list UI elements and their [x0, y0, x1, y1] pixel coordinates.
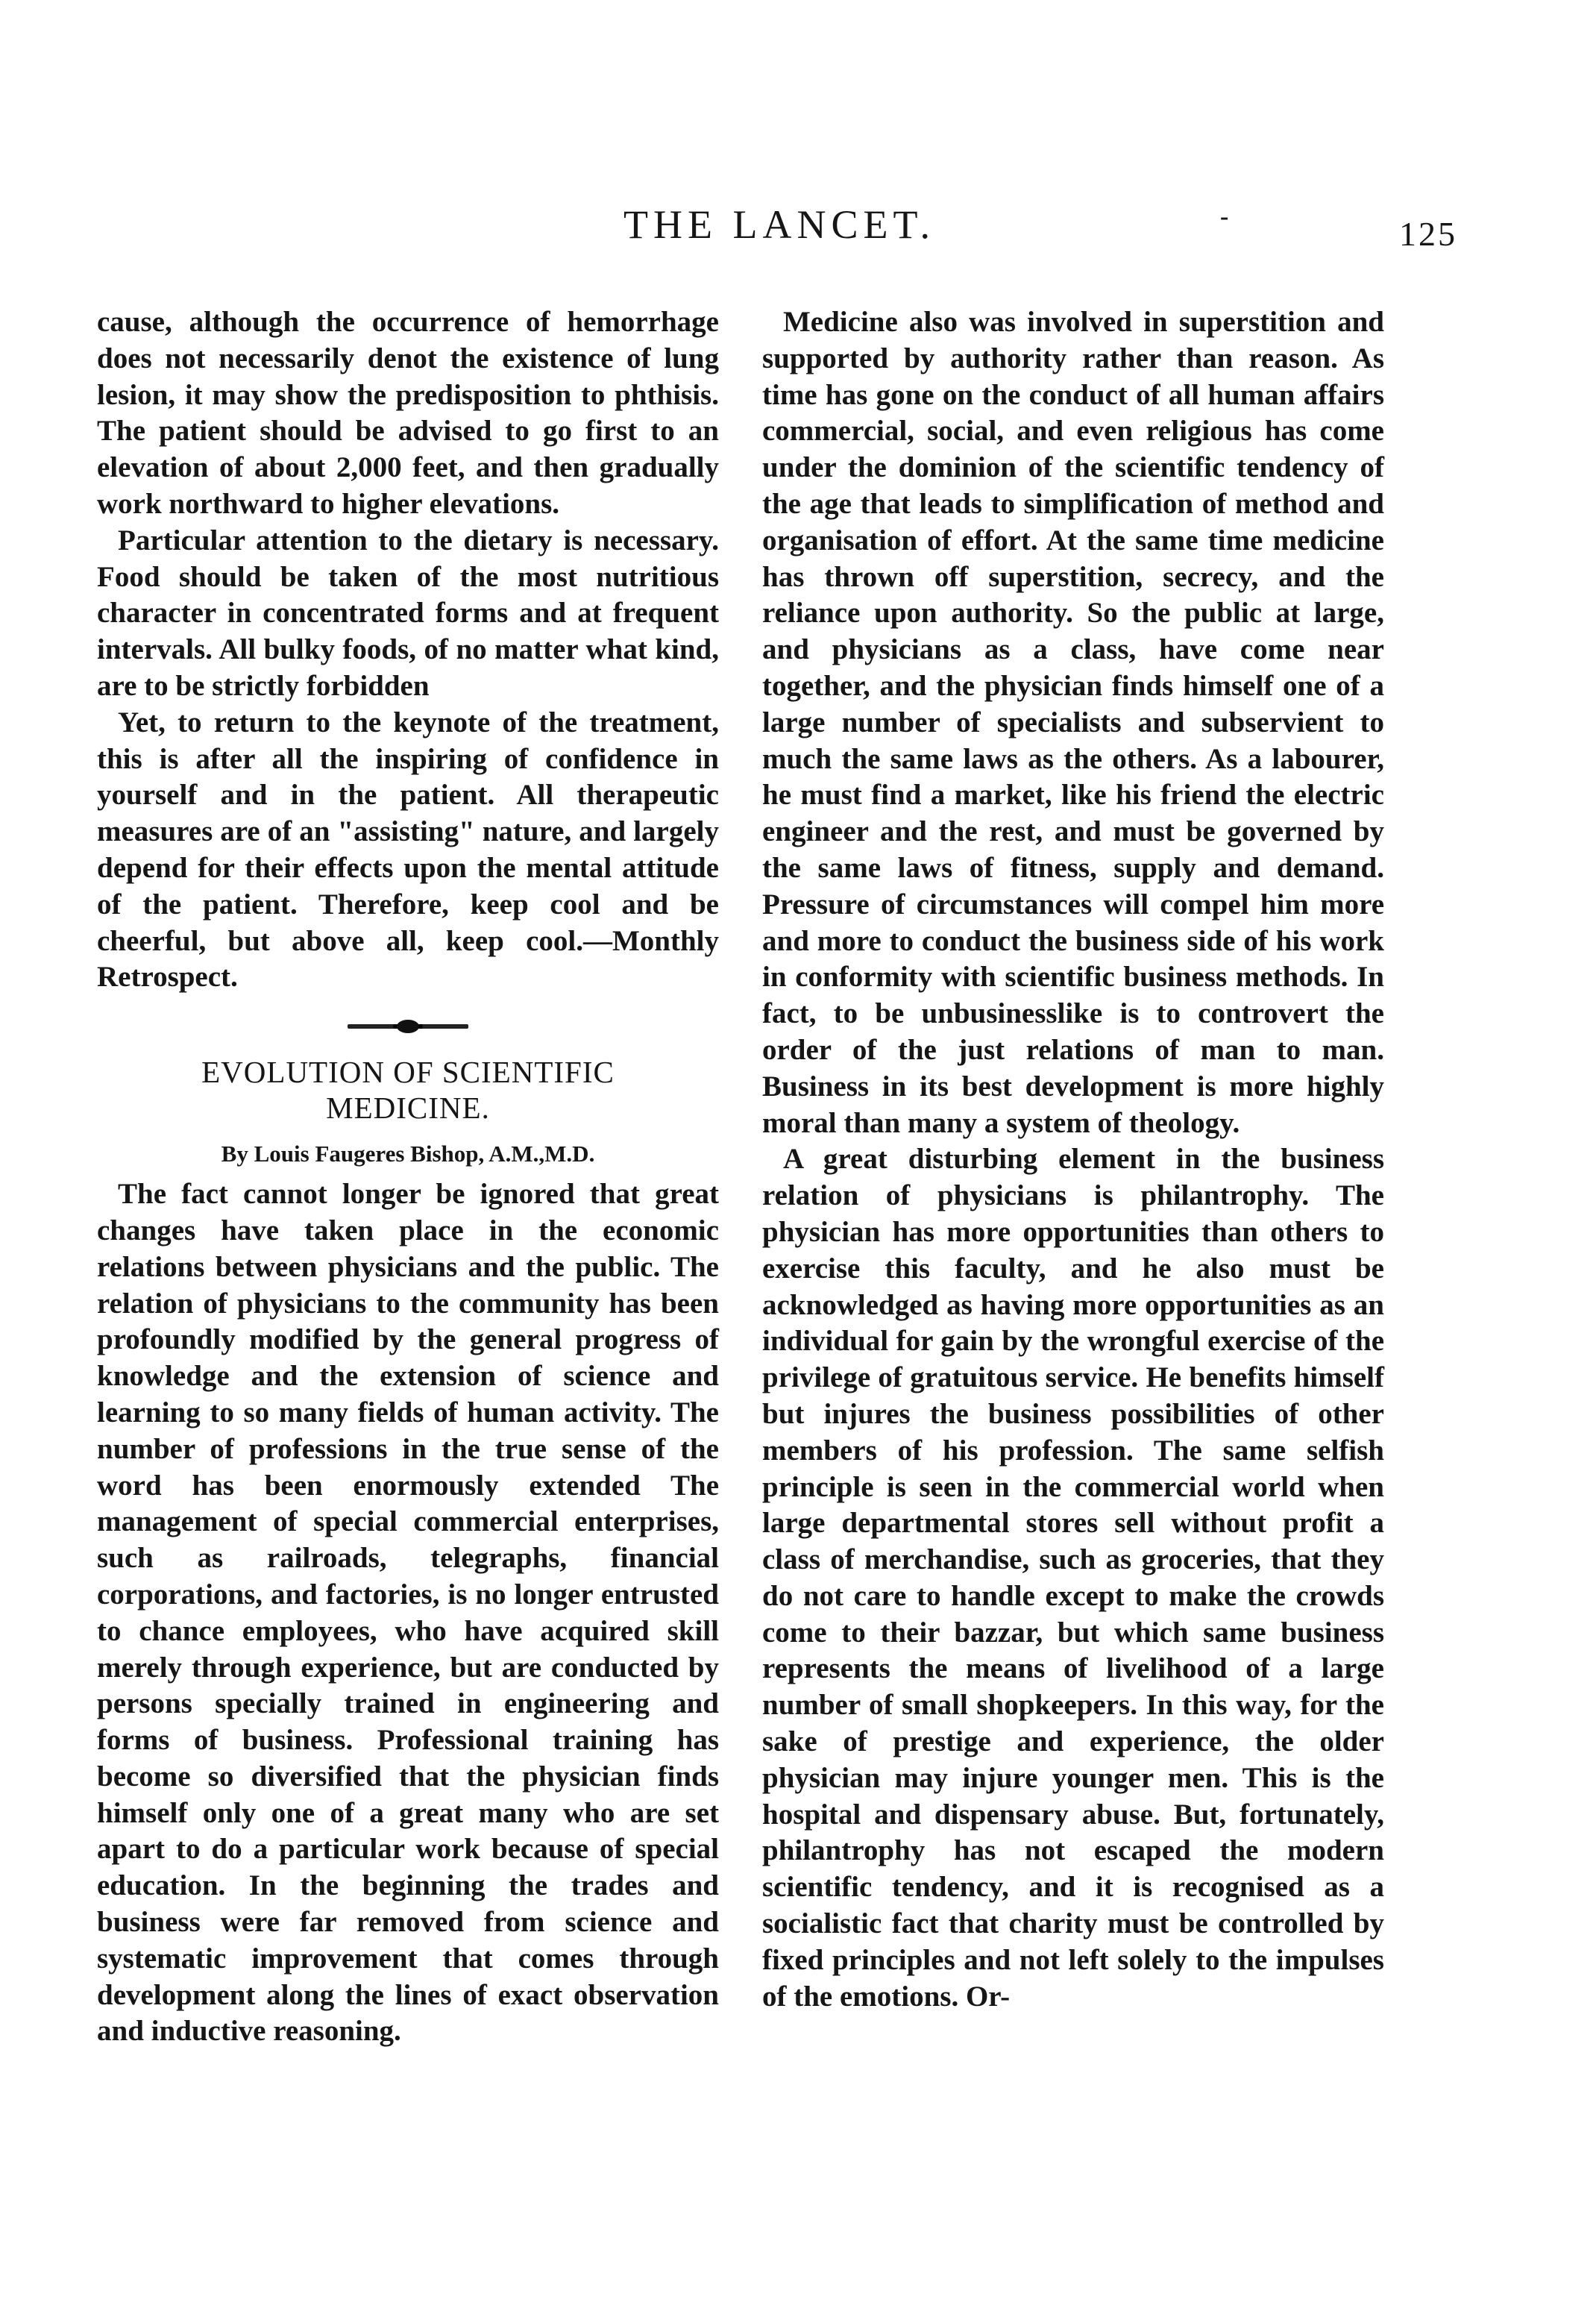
- article-paragraph-1: The fact cannot longer be ignored that great changes have taken place in the economic relations between physicians and the public. The relation of physicians to the community has been profoundly modified by the general progress of knowledge and the extension of science and learning to so many fields of human activity. The number of professions in the true sense of the word has been enormously extended The management of special commercial enterprises, such as railroads, telegraphs, financial corporations, and factories, is no longer entrusted to chance employees, who have acquired skill merely through experience, but are conducted by persons specially trained in engineering and forms of business. Professional training has become so diversified that the physician finds himself only one of a great many who are set apart to do a particular work because of special education. In the beginning the trades and business were far removed from science and systematic improvement that comes through development along the lines of exact observation and inductive reasoning.: [97, 1178, 719, 2048]
- section-divider: [348, 1024, 468, 1029]
- article-title-line-1: EVOLUTION OF SCIENTIFIC: [201, 1055, 615, 1090]
- left-column: [97, 304, 719, 2050]
- right-column: [762, 304, 1384, 2015]
- header-mark: ‑: [1220, 203, 1229, 231]
- left-paragraph-1: cause, although the occurrence of hemorrhage does not necessarily denot the existence of lung lesion, it may show the predisposition to phthisis. The patient should be advised to go first to an elevation of about 2,000 feet, and then gradually work northward to higher elevations.: [97, 306, 719, 520]
- article-title: [97, 1054, 719, 1126]
- article-title-line-2: MEDICINE.: [326, 1091, 490, 1126]
- article-byline: By Louis Faugeres Bishop, A.M.,M.D.: [221, 1141, 595, 1167]
- journal-title: THE LANCET.: [623, 202, 935, 247]
- left-paragraph-3: Yet, to return to the keynote of the treatment, this is after all the inspiring of confidence in yourself and in the patient. All therapeutic measures are of an "assisting" nature, and largely depend for their effects upon the mental attitude of the patient. Therefore, keep cool and be cheerful, but above all, keep cool.—Monthly Retrospect.: [97, 706, 719, 994]
- right-paragraph-2: A great disturbing element in the business relation of physicians is philantrophy. The physician has more opportunities than others to exercise this faculty, and he also must be acknowledged as having more opportunities as an individual for gain by the wrongful exercise of the privilege of gratuitous service. He benefits himself but injures the business possibilities of other members of his profession. The same selfish principle is seen in the commercial world when large departmental stores sell without profit a class of merchandise, such as groceries, that they do not care to handle except to make the crowds come to their bazzar, but which same business represents the means of livelihood of a large number of small shopkeepers. In this way, for the sake of prestige and experience, the older physician may injure younger men. This is the hospital and dispensary abuse. But, fortunately, philantrophy has not escaped the modern scientific tendency, and it is recognised as a socialistic fact that charity must be controlled by fixed principles and not left solely to the impulses of the emotions. Or-: [762, 1143, 1384, 2013]
- left-paragraph-2: Particular attention to the dietary is necessary. Food should be taken of the most nutritious character in concentrated forms and at frequent intervals. All bulky foods, of no matter what kind, are to be strictly forbidden: [97, 524, 719, 702]
- right-paragraph-1: Medicine also was involved in superstition and supported by authority rather than reason. As time has gone on the conduct of all human affairs commercial, social, and even religious has come under the dominion of the scientific tendency of the age that leads to simplification of method and organisation of effort. At the same time medicine has thrown off superstition, secrecy, and the reliance upon authority. So the public at large, and physicians as a class, have come near together, and the physician finds himself one of a large number of specialists and subservient to much the same laws as the others. As a labourer, he must find a market, like his friend the electric engineer and the rest, and must be governed by the same laws of fitness, supply and demand. Pressure of circumstances will compel him more and more to conduct the business side of his work in conformity with scientific business methods. In fact, to be unbusinesslike is to controvert the order of the just relations of man to man. Business in its best development is more highly moral than many a system of theology.: [762, 306, 1384, 1139]
- page-number: 125: [1399, 215, 1457, 253]
